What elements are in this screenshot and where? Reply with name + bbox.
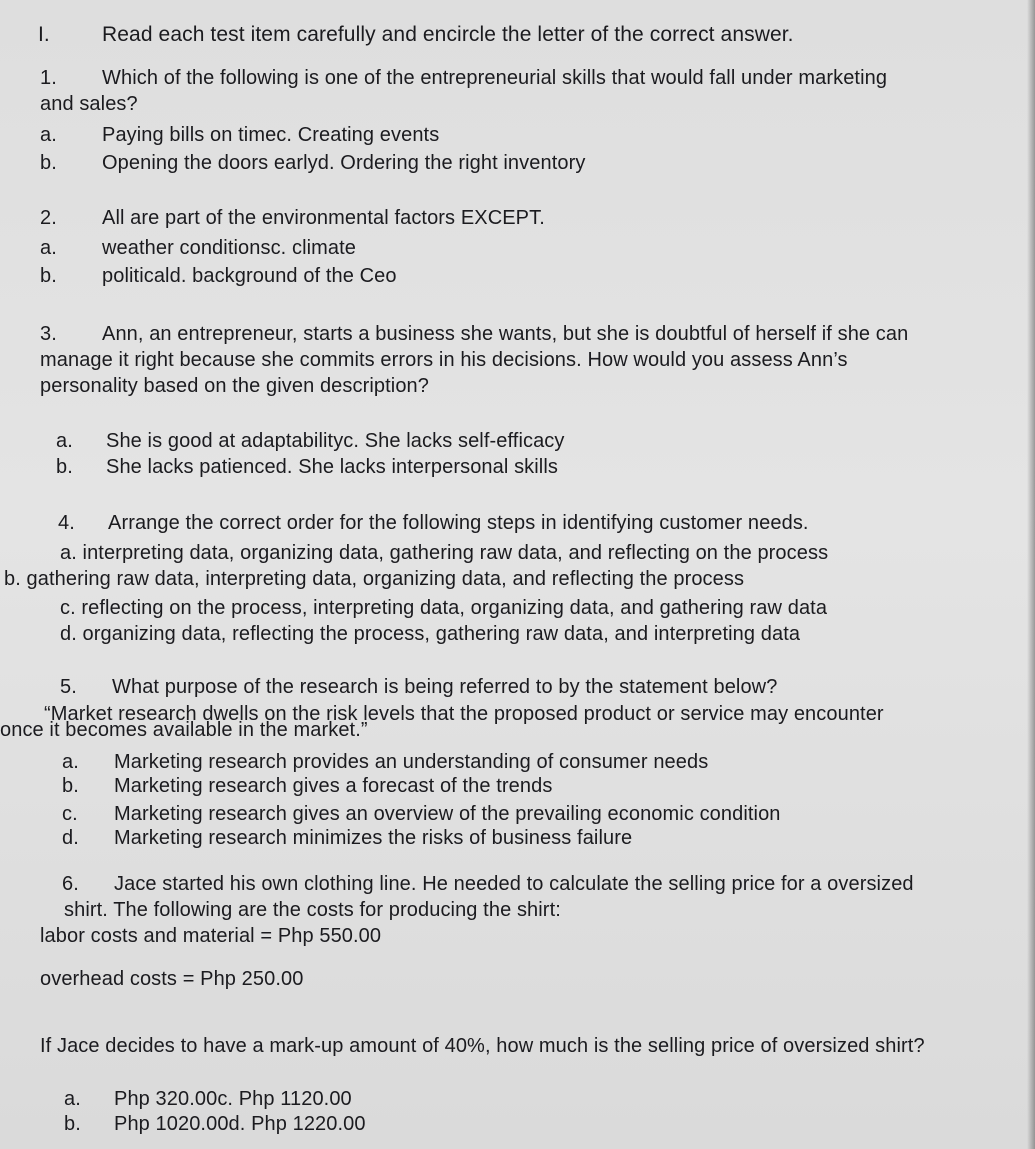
question-2-choice-b[interactable] <box>40 264 397 288</box>
section-heading <box>38 23 794 47</box>
question-4-choice-c[interactable]: c. reflecting on the process, interpreting data, organizing data, and gathering raw data <box>60 597 828 619</box>
question-5-choice-a[interactable] <box>62 750 708 774</box>
choice-letter: b. <box>56 456 73 478</box>
labor-costs-line: labor costs and material = Php 550.00 <box>40 925 382 947</box>
question-1-number: 1. <box>40 67 57 89</box>
choice-text: Php 320.00c. Php 1120.00 <box>114 1088 352 1110</box>
screen-edge-shadow <box>1027 0 1035 1149</box>
choice-letter: b. <box>40 265 57 287</box>
question-4-text: Arrange the correct order for the following steps in identifying customer needs. <box>108 512 809 534</box>
question-4-number: 4. <box>58 512 75 534</box>
question-1-stem <box>40 66 887 90</box>
choice-text: She is good at adaptabilityc. She lacks self-efficacy <box>106 430 565 452</box>
question-3-choice-b[interactable] <box>56 455 558 479</box>
section-instructions: Read each test item carefully and encircle the letter of the correct answer. <box>102 23 794 46</box>
choice-text: Marketing research gives an overview of the prevailing economic condition <box>114 803 781 825</box>
choice-text: Paying bills on timec. Creating events <box>102 124 440 146</box>
question-3-stem-cont: manage it right because she commits errors in his decisions. How would you assess Ann’s <box>40 349 848 371</box>
question-3-text: Ann, an entrepreneur, starts a business she wants, but she is doubtful of herself if she can <box>102 323 909 345</box>
question-5-quote-cont: once it becomes available in the market.” <box>0 719 368 741</box>
question-5-number: 5. <box>60 676 77 698</box>
question-1-text: Which of the following is one of the entrepreneurial skills that would fall under marketing <box>102 67 888 89</box>
question-4-stem <box>58 511 809 535</box>
question-1-choice-b[interactable] <box>40 151 585 175</box>
choice-letter: a. <box>62 751 79 773</box>
choice-letter: a. <box>56 430 73 452</box>
question-6-choice-b[interactable] <box>64 1112 366 1136</box>
question-3-stem-cont: personality based on the given description? <box>40 375 429 397</box>
question-6-number: 6. <box>62 873 79 895</box>
question-5-stem <box>60 675 777 699</box>
question-6-stem-cont: shirt. The following are the costs for producing the shirt: <box>64 899 561 921</box>
choice-text: She lacks patienced. She lacks interpersonal skills <box>106 456 558 478</box>
question-3-choice-a[interactable] <box>56 429 565 453</box>
choice-letter: b. <box>62 775 79 797</box>
question-5-choice-d[interactable] <box>62 826 632 850</box>
section-number: I. <box>38 23 50 46</box>
question-3-number: 3. <box>40 323 57 345</box>
choice-text: Marketing research gives a forecast of the trends <box>114 775 553 797</box>
question-4-choice-d[interactable]: d. organizing data, reflecting the process, gathering raw data, and interpreting data <box>60 623 801 645</box>
choice-letter: a. <box>40 237 57 259</box>
question-6-choice-a[interactable] <box>64 1087 352 1111</box>
choice-text: Opening the doors earlyd. Ordering the right inventory <box>102 152 586 174</box>
question-6-question: If Jace decides to have a mark-up amount of 40%, how much is the selling price of oversized shirt? <box>40 1035 925 1057</box>
choice-text: Marketing research minimizes the risks of business failure <box>114 827 633 849</box>
question-2-number: 2. <box>40 207 57 229</box>
question-6-text: Jace started his own clothing line. He needed to calculate the selling price for a oversized <box>114 873 914 895</box>
choice-letter: a. <box>40 124 57 146</box>
question-5-choice-c[interactable] <box>62 802 781 826</box>
question-2-choice-a[interactable] <box>40 236 356 260</box>
question-6-stem <box>62 872 914 896</box>
choice-letter: b. <box>40 152 57 174</box>
question-5-choice-b[interactable] <box>62 774 552 798</box>
question-5-text: What purpose of the research is being referred to by the statement below? <box>112 676 778 698</box>
choice-text: Marketing research provides an understanding of consumer needs <box>114 751 709 773</box>
choice-text: politicald. background of the Ceo <box>102 265 397 287</box>
question-4-choice-b[interactable]: b. gathering raw data, interpreting data, organizing data, and reflecting the process <box>4 568 745 590</box>
choice-letter: a. <box>64 1088 81 1110</box>
question-4-choice-a[interactable]: a. interpreting data, organizing data, gathering raw data, and reflecting on the process <box>60 542 829 564</box>
choice-text: weather conditionsc. climate <box>102 237 357 259</box>
overhead-costs-line: overhead costs = Php 250.00 <box>40 968 304 990</box>
choice-text: Php 1020.00d. Php 1220.00 <box>114 1113 366 1135</box>
question-3-stem <box>40 322 908 346</box>
question-2-text: All are part of the environmental factors EXCEPT. <box>102 207 545 229</box>
choice-letter: b. <box>64 1113 81 1135</box>
question-1-stem-cont: and sales? <box>40 93 138 115</box>
question-2-stem <box>40 206 545 230</box>
choice-letter: d. <box>62 827 79 849</box>
choice-letter: c. <box>62 803 78 825</box>
question-1-choice-a[interactable] <box>40 123 439 147</box>
question-5-quote: “Market research dwells on the risk levels that the proposed product or service may encounter <box>44 703 884 725</box>
